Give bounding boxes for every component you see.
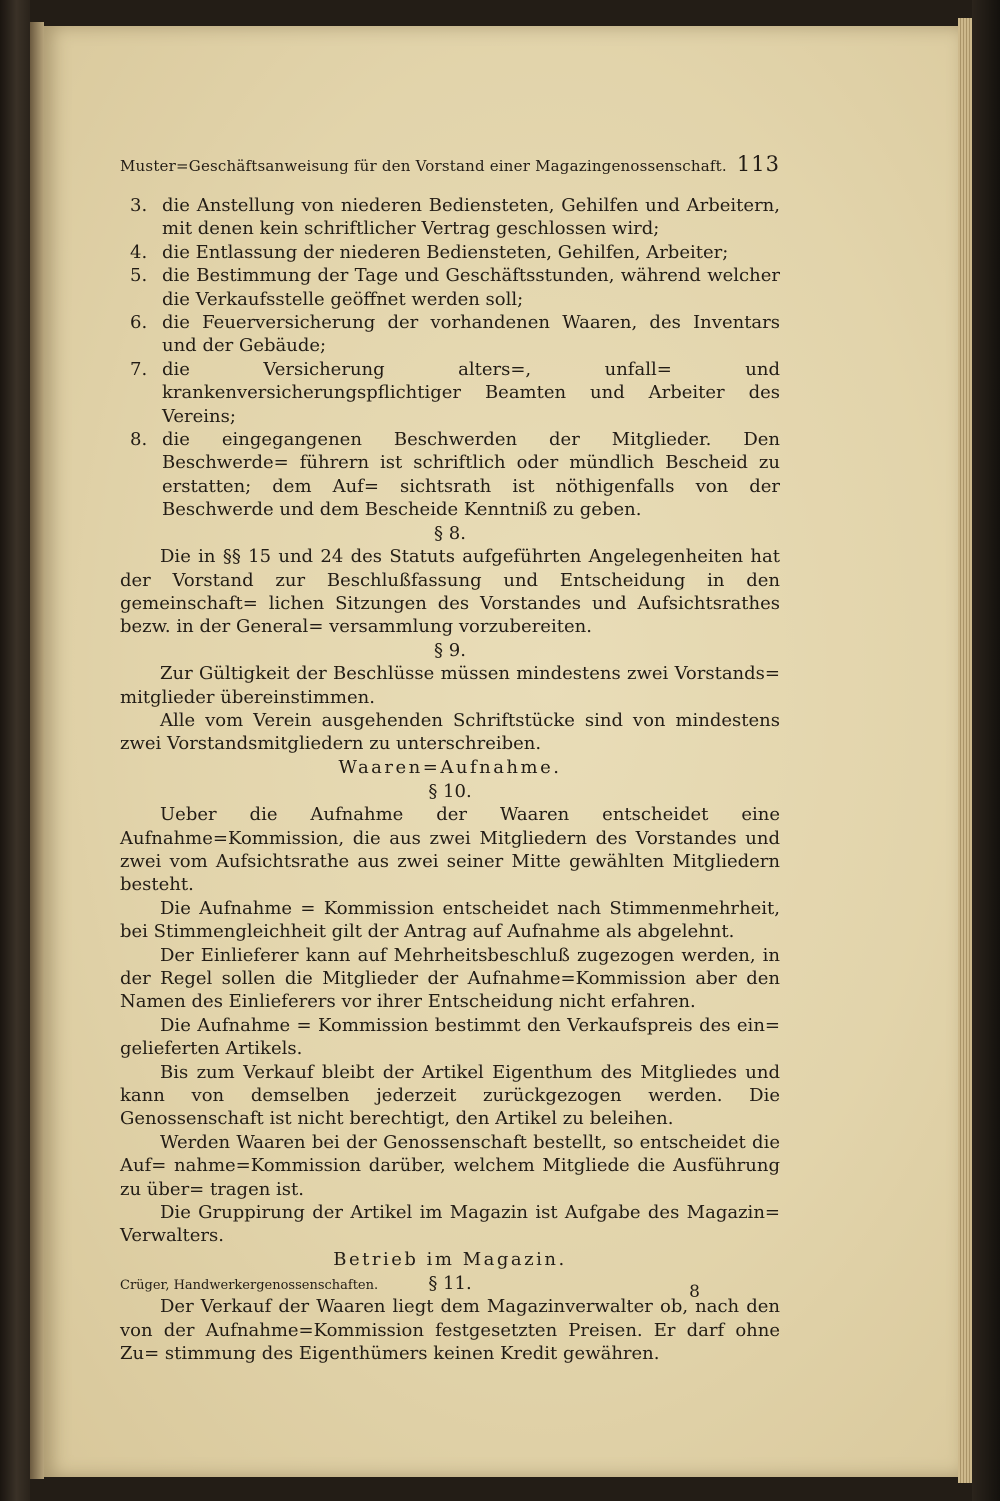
section-10-number: § 10. <box>428 780 472 802</box>
heading-waaren-aufnahme: Waaren=Aufnahme. <box>338 756 562 778</box>
section-9-paragraph: Zur Gültigkeit der Beschlüsse müssen mindestens zwei Vorstands= mitglieder übereinstimmen. <box>120 663 780 708</box>
list-item <box>120 264 780 311</box>
list-item-number: 8. <box>130 429 148 451</box>
signature-mark: 8 <box>689 1282 700 1302</box>
list-item-number: 7. <box>130 358 148 380</box>
list-item-continuation: Beamten und Arbeiter des Vereins; <box>162 382 780 427</box>
list-item <box>120 194 780 241</box>
section-10-paragraph: Bis zum Verkauf bleibt der Artikel Eigenthum des Mitgliedes und kann von demselben jederzeit zurückgezogen werden. Die Genossenschaft ist nicht berechtigt, den Artikel zu beleihen. <box>120 1061 780 1130</box>
imprint-line: Crüger, Handwerkergenossenschaften. <box>120 1278 379 1293</box>
section-9-number: § 9. <box>434 639 466 661</box>
page-gutter <box>30 22 44 1479</box>
running-header <box>120 152 780 176</box>
list-item-number: 4. <box>130 241 148 263</box>
running-title: Muster=Geschäftsanweisung für den Vorstand einer Magazingenossenschaft. <box>120 157 727 175</box>
section-10-paragraph: Die Gruppirung der Artikel im Magazin ist Aufgabe des Magazin= Verwalters. <box>120 1202 780 1247</box>
right-book-cover <box>972 0 1000 1501</box>
page-edges <box>958 18 972 1483</box>
list-item-number: 5. <box>130 265 148 287</box>
section-10-paragraph: Die Aufnahme = Kommission entscheidet nach Stimmenmehrheit, bei Stimmengleichheit gilt der Antrag auf Aufnahme als abgelehnt. <box>120 897 780 943</box>
list-item-continuation: die Verkaufsstelle geöffnet werden soll; <box>162 288 524 310</box>
enumerated-list <box>120 194 780 522</box>
section-10-paragraph: Der Einlieferer kann auf Mehrheitsbeschluß zugezogen werden, in der Regel sollen die Mitglieder der Aufnahme=Kommission aber den Namen des Einlieferers vor ihrer Entscheidung nicht erfahren. <box>120 944 780 1013</box>
section-10-paragraph: Ueber die Aufnahme der Waaren entscheidet eine Aufnahme=Kommission, die aus zwei Mitgliedern des Vorstandes und zwei vom Aufsichtsrathe aus zwei seiner Mitte gewählten Mitgliedern besteht. <box>120 804 780 896</box>
list-item <box>120 358 780 428</box>
list-item-number: 6. <box>130 312 148 334</box>
list-item-continuation: der Gebäude; <box>202 335 327 357</box>
section-8-text: Die in §§ 15 und 24 des Statuts aufgeführten Angelegenheiten hat der Vorstand zur Beschlußfassung und Entscheidung in den gemeinschaft= lichen Sitzungen des Vorstandes und Aufsichtsrathes bezw. in der General= versammlung vorzubereiten. <box>120 546 780 638</box>
list-item-text: die Versicherung alters=, unfall= und krankenversicherungspflichtiger <box>162 358 780 404</box>
list-item-continuation: führern ist schriftlich oder mündlich Bescheid zu erstatten; dem Auf= sichtsrath ist nöthigenfalls von der Beschwerde und dem Bescheide Kenntniß zu geben. <box>162 452 781 521</box>
list-item <box>120 241 780 264</box>
section-9-paragraph: Alle vom Verein ausgehenden Schriftstücke sind von mindestens zwei Vorstandsmitgliedern zu unterschreiben. <box>120 709 780 755</box>
section-11-number: § 11. <box>428 1272 472 1294</box>
section-8-number: § 8. <box>434 522 466 544</box>
section-10-paragraph: Die Aufnahme = Kommission bestimmt den Verkaufspreis des ein= gelieferten Artikels. <box>120 1014 780 1060</box>
page-footer <box>120 1278 780 1302</box>
list-item-text: die Entlassung der niederen Bediensteten, Gehilfen, Arbeiter; <box>162 241 729 263</box>
list-item <box>120 311 780 358</box>
section-11-text: Der Verkauf der Waaren liegt dem Magazinverwalter ob, nach den von der Aufnahme=Kommission festgesetzten Preisen. Er darf ohne Zu= stimmung des Eigenthümers keinen Kredit gewähren. <box>120 1296 780 1365</box>
list-item-text: die Bestimmung der Tage und Geschäftsstunden, während welcher <box>162 265 780 287</box>
section-10-paragraph: Werden Waaren bei der Genossenschaft bestellt, so entscheidet die Auf= nahme=Kommission darüber, welchem Mitgliede die Ausführung zu über= tragen ist. <box>120 1131 780 1200</box>
left-book-cover <box>0 0 30 1501</box>
list-item-text: die Anstellung von niederen Bediensteten, Gehilfen und Arbeitern, <box>162 195 780 216</box>
list-item <box>120 428 780 522</box>
list-item-continuation: mit denen kein schriftlicher Vertrag geschlossen wird; <box>162 218 660 240</box>
heading-betrieb-im-magazin: Betrieb im Magazin. <box>333 1248 567 1270</box>
page-text <box>120 152 780 1366</box>
list-item-text: die eingegangenen Beschwerden der Mitglieder. Den Beschwerde= <box>162 429 780 474</box>
page-number: 113 <box>736 152 780 176</box>
list-item-text: die Feuerversicherung der vorhandenen Waaren, des Inventars und <box>162 312 780 357</box>
list-item-number: 3. <box>130 195 148 216</box>
